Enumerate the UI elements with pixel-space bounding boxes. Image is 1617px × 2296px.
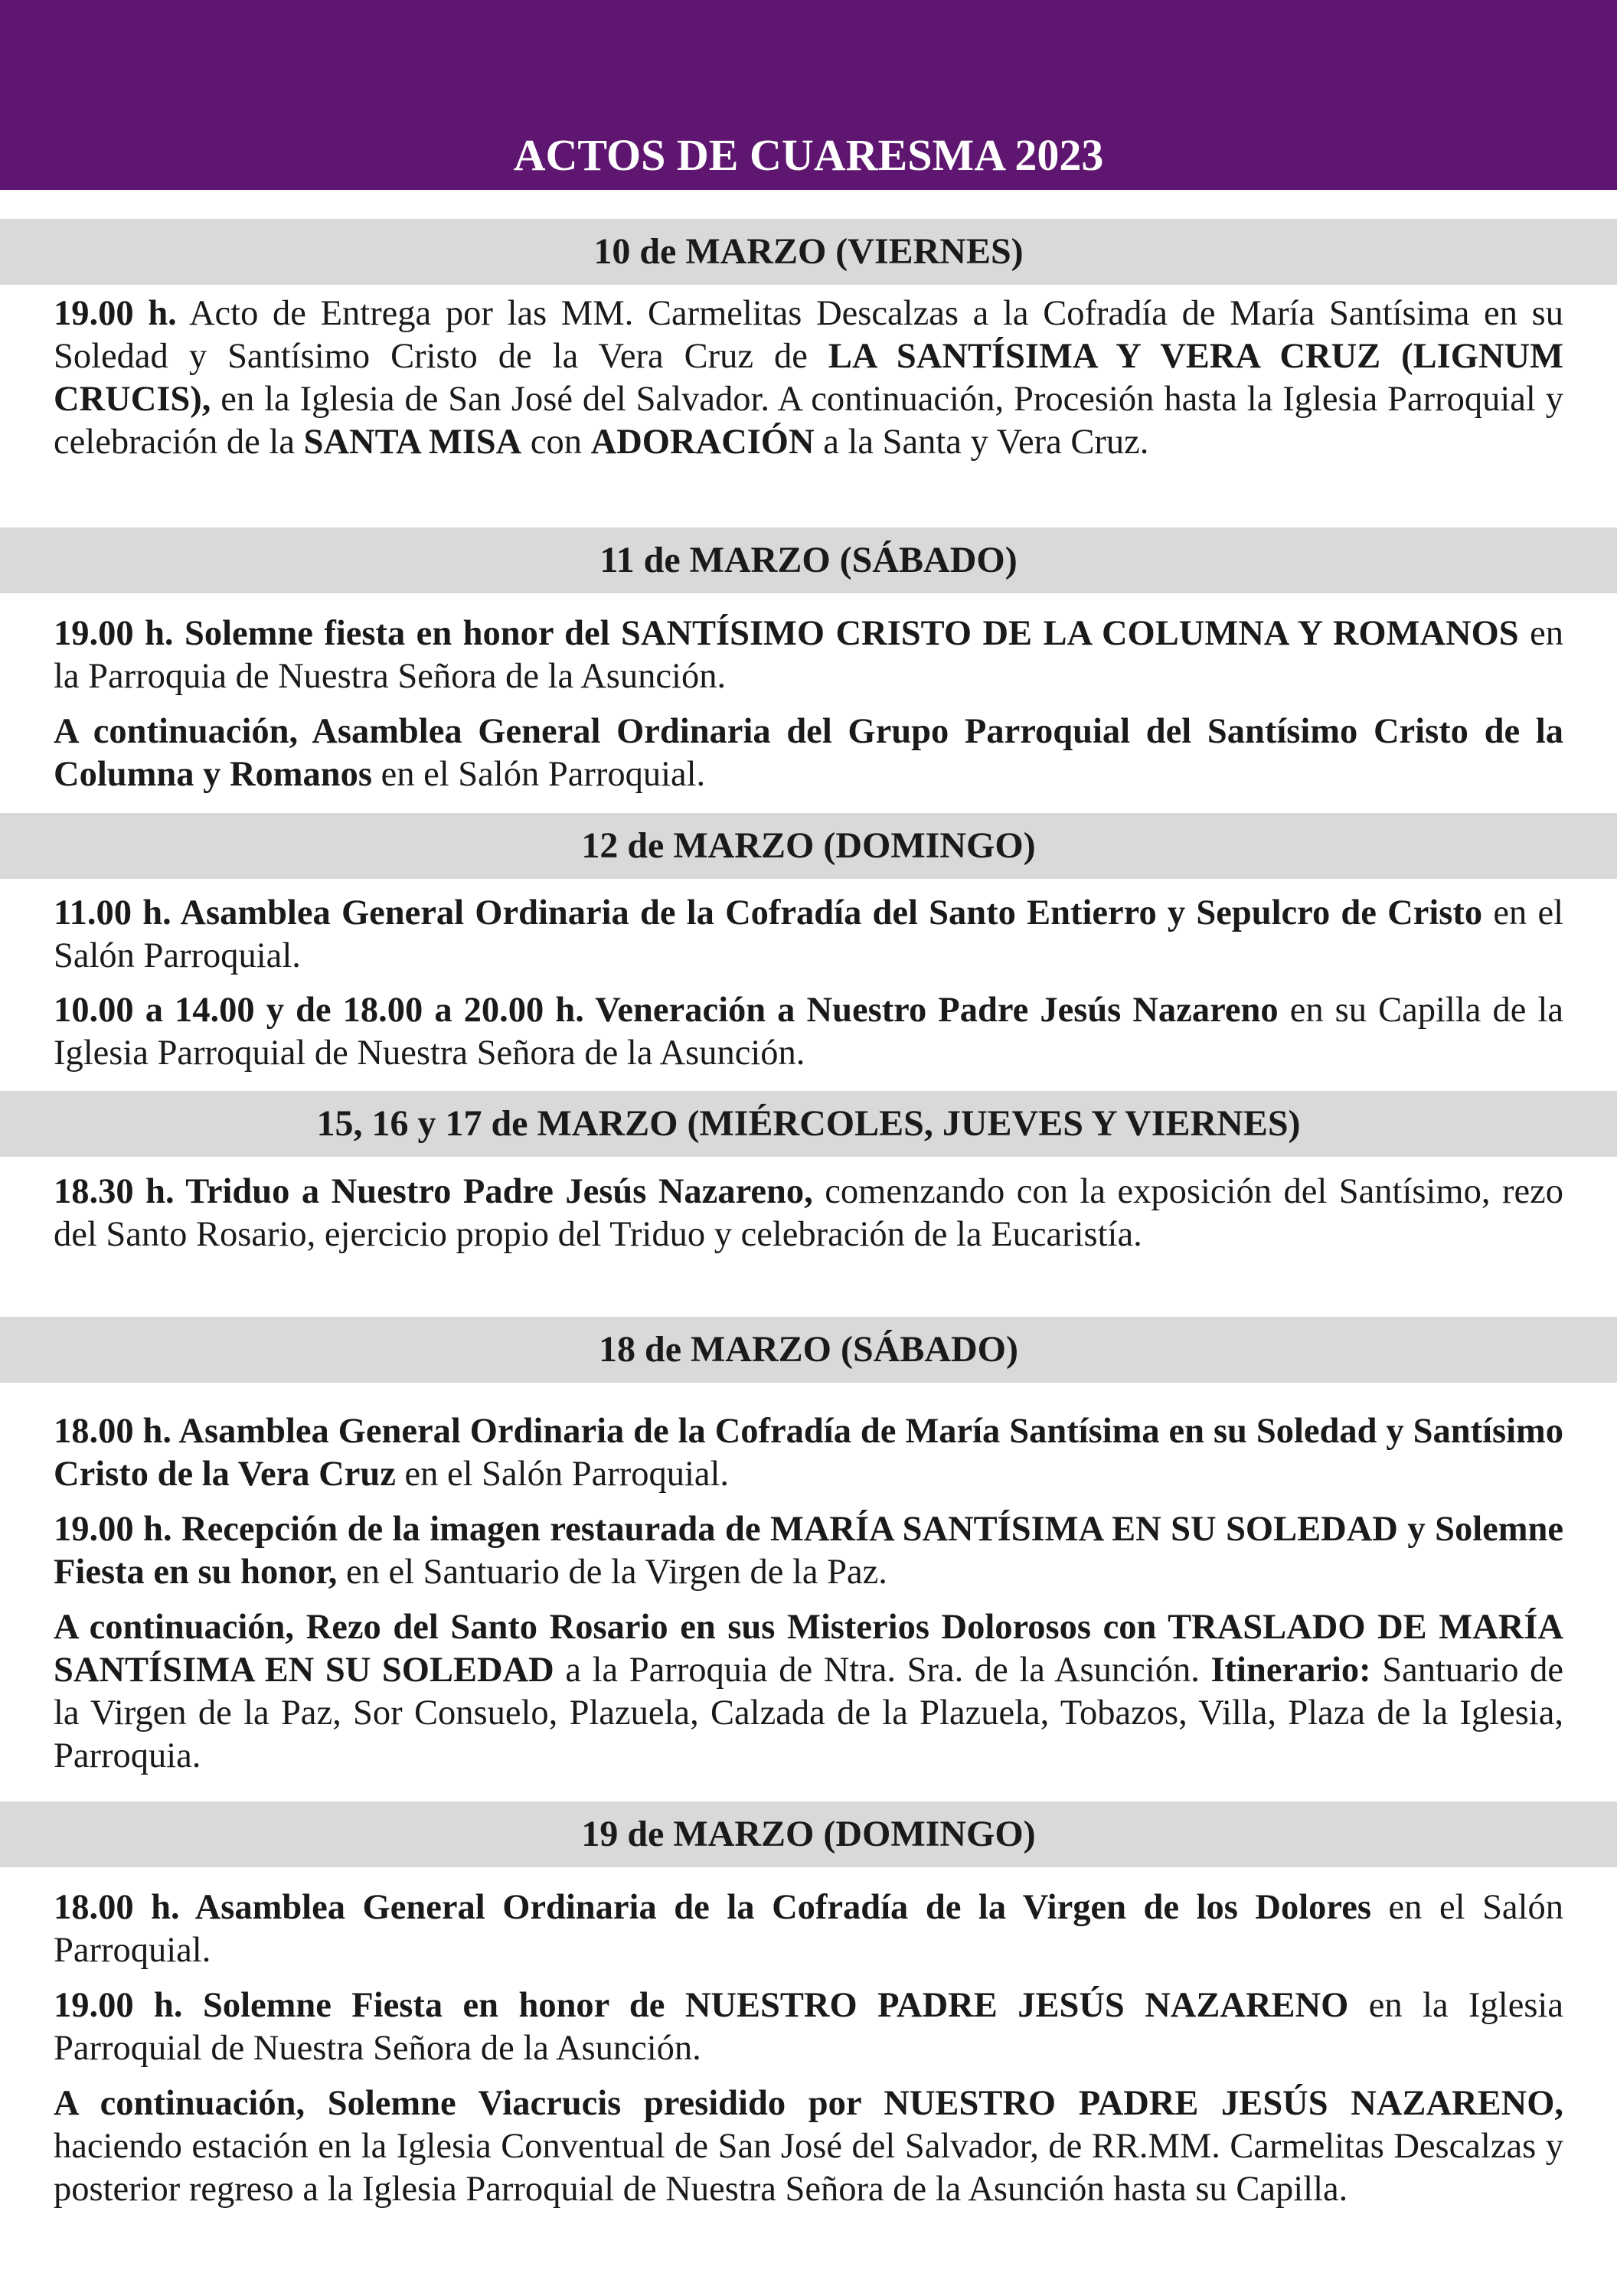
event-emphasis-text: 10.00 a 14.00 y de 18.00 a 20.00 h. Veneración a Nuestro Padre Jesús Nazareno: [54, 991, 1279, 1030]
date-label: 10 de MARZO (VIERNES): [593, 231, 1024, 272]
event-text: en el Salón Parroquial.: [54, 893, 1563, 975]
event-text: Acto de Entrega por las MM. Carmelitas Descalzas a la Cofradía de María Santísima en su Soledad y Santísimo Cristo de la Vera Cruz de: [54, 294, 1563, 376]
date-header: [0, 813, 1617, 879]
event-text: en la Parroquia de Nuestra Señora de la Asunción.: [54, 614, 1564, 696]
date-label: 18 de MARZO (SÁBADO): [599, 1329, 1018, 1370]
event-paragraph: [54, 612, 1563, 698]
date-label: 11 de MARZO (SÁBADO): [599, 540, 1018, 580]
event-emphasis-text: 19.00 h. Solemne fiesta en honor del SANTÍSIMO CRISTO DE LA COLUMNA Y ROMANOS: [54, 614, 1519, 653]
event-paragraph: [54, 710, 1563, 796]
event-emphasis-text: A continuación, Solemne Viacrucis presidido por NUESTRO PADRE JESÚS NAZARENO,: [54, 2084, 1563, 2123]
event-paragraph: [54, 1606, 1563, 1778]
event-emphasis-text: Itinerario:: [1210, 1651, 1371, 1690]
event-paragraph: [54, 1410, 1563, 1496]
event-emphasis-text: SANTA MISA: [303, 423, 522, 462]
event-emphasis-text: 19.00 h. Solemne Fiesta en honor de NUESTRO PADRE JESÚS NAZARENO: [54, 1986, 1349, 2025]
event-paragraph: [54, 292, 1563, 464]
date-label: 15, 16 y 17 de MARZO (MIÉRCOLES, JUEVES Y VIERNES): [316, 1103, 1301, 1144]
event-paragraph: [54, 1886, 1563, 1972]
event-text: a la Parroquia de Ntra. Sra. de la Asunción.: [554, 1651, 1211, 1690]
event-text: en el Salón Parroquial.: [371, 755, 706, 794]
event-text: en su Capilla de la Iglesia Parroquial de Nuestra Señora de la Asunción.: [54, 991, 1563, 1073]
event-emphasis-text: LA SANTÍSIMA Y VERA CRUZ (LIGNUM CRUCIS),: [54, 337, 1563, 419]
event-emphasis-text: A continuación, Asamblea General Ordinaria del Grupo Parroquial del Santísimo Cristo de la Columna y Romanos: [54, 712, 1563, 794]
page-title: ACTOS DE CUARESMA 2023: [513, 130, 1104, 180]
event-emphasis-text: 19.00 h. Recepción de la imagen restaurada de MARÍA SANTÍSIMA EN SU SOLEDAD y Solemne Fiesta en su honor,: [54, 1510, 1563, 1592]
event-text: en el Salón Parroquial.: [54, 1888, 1563, 1970]
event-paragraph: [54, 892, 1563, 978]
date-header: [0, 1091, 1617, 1157]
event-text: en el Santuario de la Virgen de la Paz.: [337, 1553, 887, 1592]
event-emphasis-text: A continuación, Rezo del Santo Rosario en sus Misterios Dolorosos con TRASLADO DE MARÍA SANTÍSIMA EN SU SOLEDAD: [54, 1608, 1563, 1690]
date-header: [0, 1801, 1617, 1867]
event-emphasis-text: 18.00 h. Asamblea General Ordinaria de la Cofradía de la Virgen de los Dolores: [54, 1888, 1371, 1927]
event-text: comenzando con la exposición del Santísimo, rezo del Santo Rosario, ejercicio propio del Triduo y celebración de la Eucaristía.: [54, 1172, 1563, 1254]
event-emphasis-text: 19.00 h.: [54, 294, 177, 333]
date-label: 12 de MARZO (DOMINGO): [581, 825, 1036, 866]
event-paragraph: [54, 1508, 1563, 1594]
event-emphasis-text: 18.30 h. Triduo a Nuestro Padre Jesús Nazareno,: [54, 1172, 813, 1211]
event-text: en la Iglesia Parroquial de Nuestra Señora de la Asunción.: [54, 1986, 1563, 2068]
event-text: Santuario de la Virgen de la Paz, Sor Consuelo, Plazuela, Calzada de la Plazuela, Tobazos, Villa, Plaza de la Iglesia, Parroquia.: [54, 1651, 1563, 1775]
date-header: [0, 219, 1617, 285]
event-paragraph: [54, 989, 1563, 1075]
date-label: 19 de MARZO (DOMINGO): [581, 1814, 1036, 1854]
event-emphasis-text: 18.00 h. Asamblea General Ordinaria de la Cofradía de María Santísima en su Soledad y Santísimo Cristo de la Vera Cruz: [54, 1412, 1563, 1494]
event-text: con: [521, 423, 591, 462]
event-text: a la Santa y Vera Cruz.: [814, 423, 1149, 462]
event-text: haciendo estación en la Iglesia Conventual de San José del Salvador, de RR.MM. Carmelitas Descalzas y posterior regreso a la Iglesia Parroquial de Nuestra Señora de la Asunción hasta su Capilla.: [54, 2127, 1563, 2209]
event-paragraph: [54, 1984, 1563, 2070]
date-header: [0, 527, 1617, 593]
event-emphasis-text: ADORACIÓN: [590, 423, 815, 462]
date-header: [0, 1317, 1617, 1383]
event-paragraph: [54, 1171, 1563, 1256]
header-banner: [0, 0, 1617, 190]
event-emphasis-text: 11.00 h. Asamblea General Ordinaria de la Cofradía del Santo Entierro y Sepulcro de Cristo: [54, 893, 1483, 932]
event-text: en el Salón Parroquial.: [395, 1455, 730, 1494]
event-paragraph: [54, 2082, 1563, 2211]
event-text: en la Iglesia de San José del Salvador. A continuación, Procesión hasta la Iglesia Parroquial y celebración de la: [54, 380, 1563, 462]
